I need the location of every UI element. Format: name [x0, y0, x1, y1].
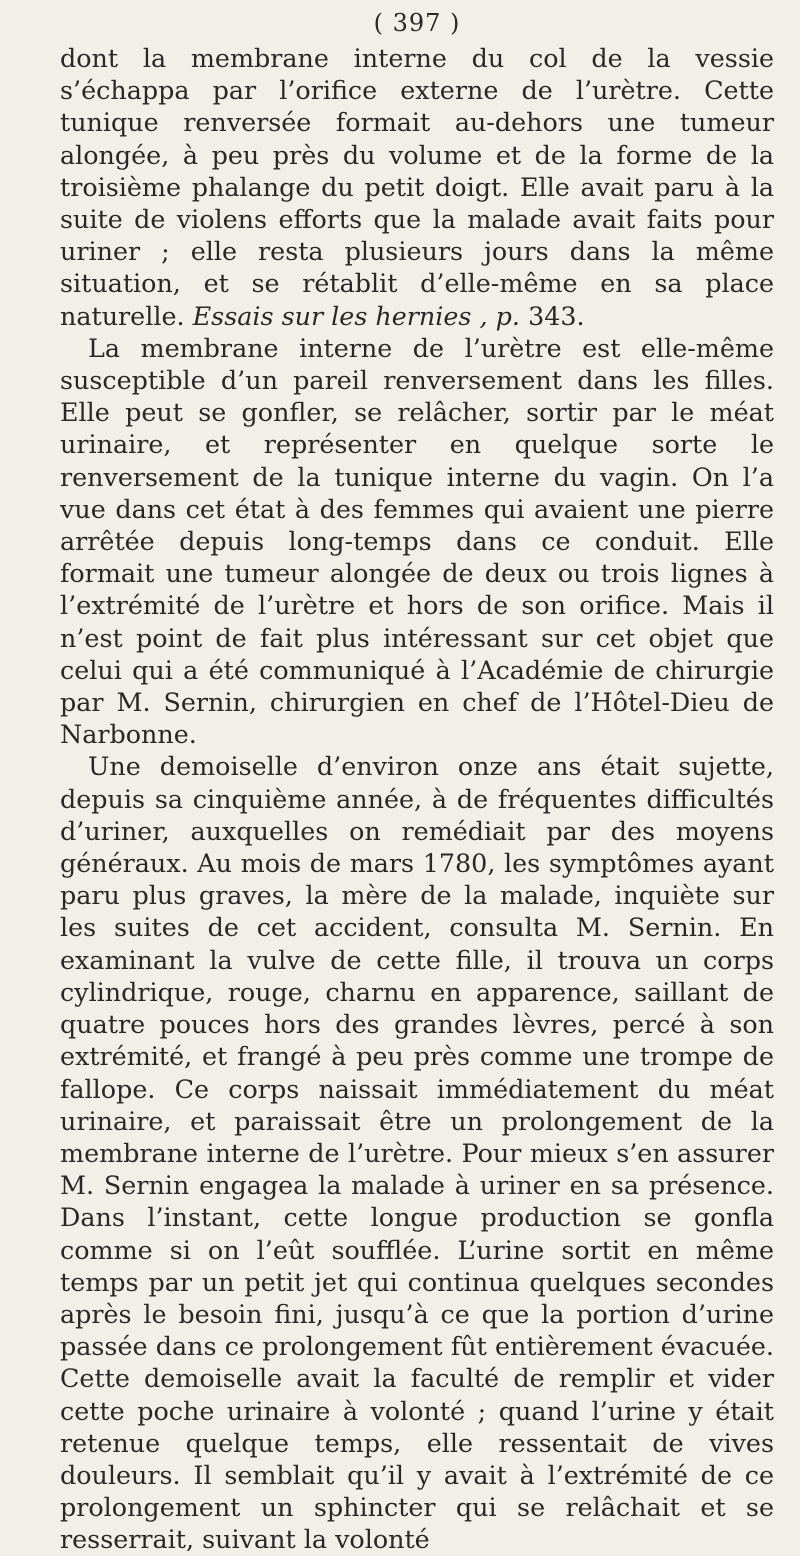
citation-title: Essais sur les hernies , p. [192, 300, 521, 331]
paragraph-2 [60, 332, 774, 751]
page-number: ( 397 ) [373, 9, 461, 37]
citation-page: 343. [520, 300, 585, 331]
paragraph-3-text: Une demoiselle d’environ onze ans était sujette, depuis sa cinquième année, à de fréquentes difficultés d’uriner, auxquelles on remédiait par des moyens généraux. Au mois de mars 1780, les symptômes ayant paru plus graves, la mère de la malade, inquiète sur les suites de cet accident, consulta M. Sernin. En examinant la vulve de cette fille, il trouva un corps cylindrique, rouge, charnu en apparence, saillant de quatre pouces hors des grandes lèvres, percé à son extrémité, et frangé à peu près comme une trompe de fallope. Ce corps naissait immédiatement du méat urinaire, et paraissait être un prolongement de la membrane interne de l’urètre. Pour mieux s’en assurer M. Sernin engagea la malade à uriner en sa présence. Dans l’instant, cette longue production se gonfla comme si on l’eût soufflée. L’urine sortit en même temps par un petit jet qui continua quelques secondes après le besoin fini, jusqu’à ce que la portion d’urine passée dans ce prolongement fût entièrement évacuée. Cette demoiselle avait la faculté de remplir et vider cette poche urinaire à volonté ; quand l’urine y était retenue quelque temps, elle ressentait de vives douleurs. Il semblait qu’il y avait à l’extrémité de ce prolongement un sphincter qui se relâchait et se resserrait, suivant la volonté [60, 751, 774, 1555]
paragraph-2-text: La membrane interne de l’urètre est elle-même susceptible d’un pareil renversement dans les filles. Elle peut se gonfler, se relâcher, sortir par le méat urinaire, et représenter en quelque sorte le renversement de la tunique interne du vagin. On l’a vue dans cet état à des femmes qui avaient une pierre arrêtée depuis long-temps dans ce conduit. Elle formait une tumeur alongée de deux ou trois lignes à l’extrémité de l’urètre et hors de son orifice. Mais il n’est point de fait plus intéressant sur cet objet que celui qui a été communiqué à l’Académie de chirurgie par M. Sernin, chirurgien en chef de l’Hôtel-Dieu de Narbonne. [60, 332, 774, 750]
paragraph-1-text: dont la membrane interne du col de la vessie s’échappa par l’orifice externe de l’urètre. Cette tunique renversée formait au-dehors une tumeur alongée, à peu près du volume et de la forme de la troisième phalange du petit doigt. Elle avait paru à la suite de violens efforts que la malade avait faits pour uriner ; elle resta plusieurs jours dans la même situation, et se rétablit d’elle-même en sa place naturelle. [60, 43, 774, 331]
paragraph-3 [60, 750, 774, 1555]
body-text [60, 42, 774, 1556]
paragraph-1 [60, 42, 774, 332]
